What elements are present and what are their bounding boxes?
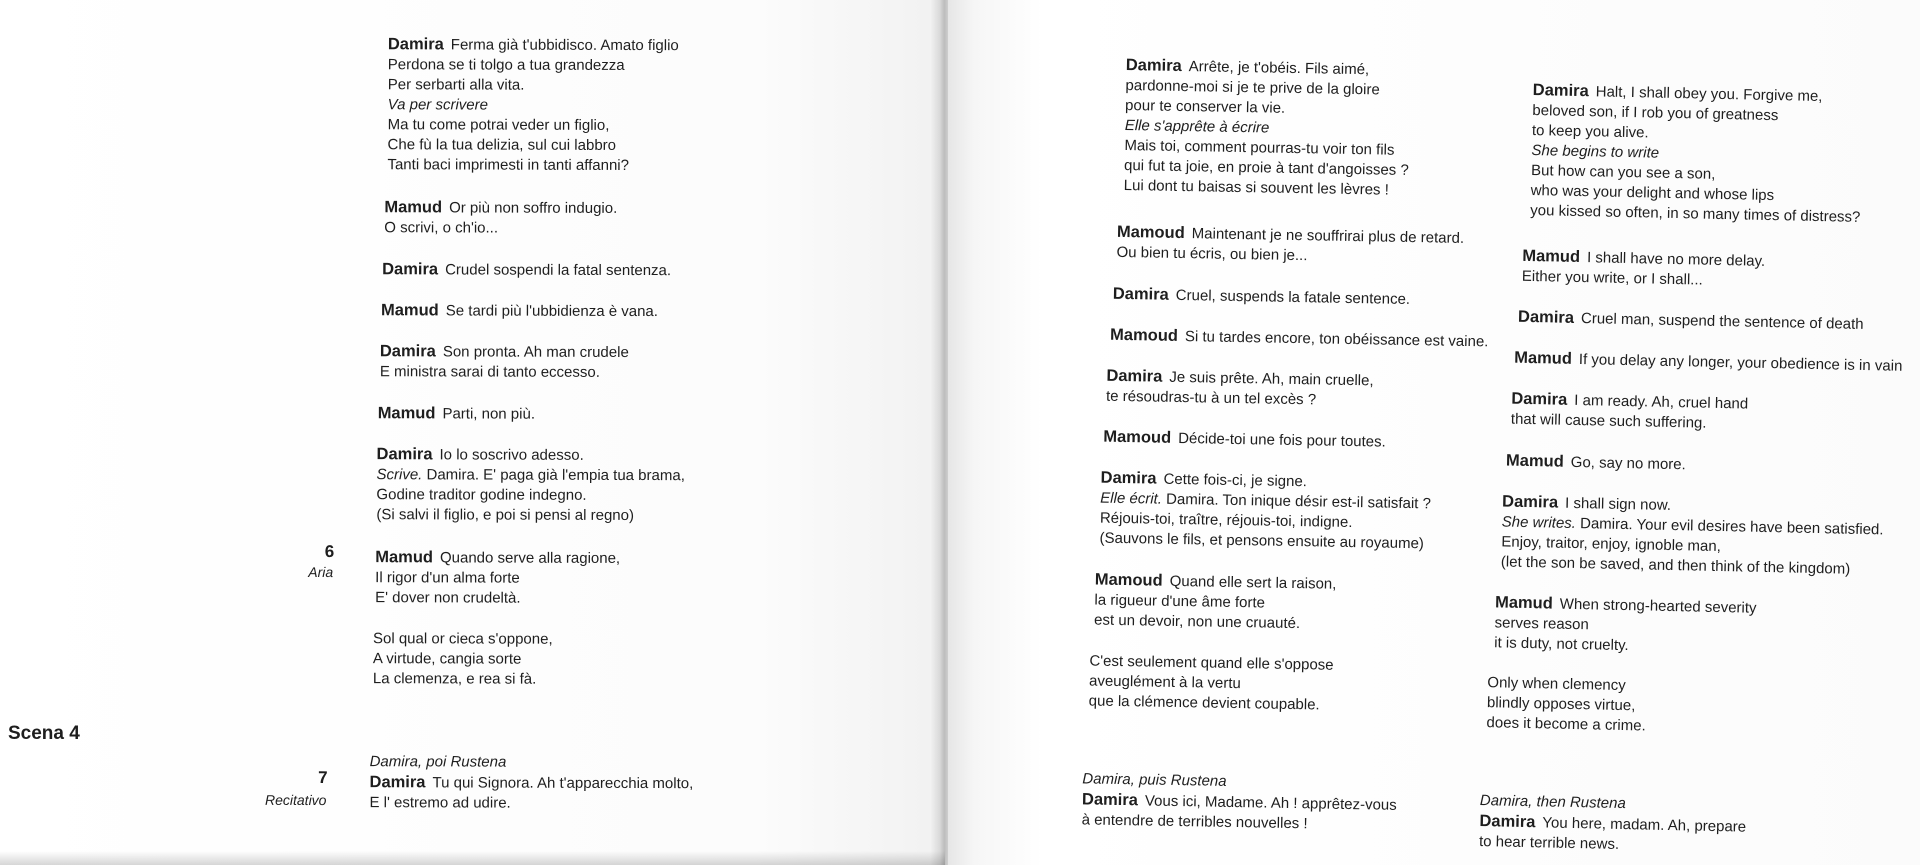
verse-line: La clemenza, e rea si fà.	[372, 670, 537, 688]
speaker-name: Damira	[387, 35, 444, 54]
verse-line: Che fù la tua delizia, sul cui labbro	[387, 136, 617, 154]
speaker-name: Mamud	[377, 404, 436, 423]
speaker-name: Damira	[1511, 389, 1568, 409]
it-damira-speech-3	[380, 341, 629, 383]
verse-line: that will cause such suffering.	[1510, 410, 1707, 432]
it-damira-speech-2	[382, 259, 671, 281]
verse-line: Either you write, or I shall...	[1521, 267, 1703, 289]
stage-direction: Scrive.	[376, 466, 423, 484]
speaker-name: Mamoud	[1103, 427, 1172, 447]
verse-line: Ma tu come potrai veder un figlio,	[387, 116, 610, 134]
number-marker: 6	[324, 542, 335, 562]
scene-heading: Scena 4	[8, 723, 80, 744]
verse-line: you kissed so often, in so many times of distress?	[1530, 201, 1861, 226]
it-damira-speech-4	[376, 444, 685, 526]
verse-line: Cette fois-ci, je signe.	[1163, 470, 1308, 491]
stage-direction: Va per scrivere	[387, 96, 489, 114]
verse-line: E' dover non crudeltà.	[375, 589, 521, 607]
verse-line: aveuglément à la vertu	[1088, 672, 1241, 693]
verse-line: Sol qual or cieca s'oppone,	[372, 630, 553, 648]
verse-line: it is duty, not cruelty.	[1494, 634, 1629, 655]
speaker-name: Mamud	[1522, 246, 1581, 267]
verse-line: Only when clemency	[1487, 674, 1626, 695]
speaker-name: Mamud	[1505, 451, 1564, 471]
speaker-name: Mamoud	[1109, 325, 1179, 345]
section-label: Recitativo	[264, 791, 327, 809]
stage-direction: Elle écrit.	[1100, 489, 1163, 508]
speaker-name: Damira	[1106, 366, 1163, 386]
verse-line: Son pronta. Ah man crudele	[442, 343, 629, 361]
it-mamud-speech-2	[381, 300, 658, 322]
verse-line: When strong-hearted severity	[1559, 595, 1757, 617]
verse-line: Se tardi più l'ubbidienza è vana.	[445, 302, 658, 321]
verse-line: Il rigor d'un alma forte	[375, 569, 520, 587]
stage-direction: Elle s'apprête à écrire	[1124, 116, 1270, 137]
verse-line: Per serbarti alla vita.	[387, 76, 525, 94]
verse-line: If you delay any longer, your obedience is in vain	[1578, 351, 1903, 375]
speaker-name: Mamoud	[1116, 222, 1185, 243]
speaker-name: Damira	[1125, 55, 1182, 75]
verse-line: does it become a crime.	[1486, 714, 1646, 735]
verse-line: est un devoir, non une cruauté.	[1093, 611, 1301, 633]
verse-line: You here, madam. Ah, prepare	[1542, 814, 1747, 836]
verse-line: (Sauvons le fils, et pensons ensuite au royaume)	[1099, 529, 1425, 553]
en-damira-speech-3	[1511, 389, 1749, 435]
verse-line: Je suis prête. Ah, main cruelle,	[1169, 368, 1374, 390]
verse-line: who was your delight and whose lips	[1530, 181, 1775, 205]
verse-line: (let the son be saved, and then think of the kingdom)	[1500, 553, 1851, 578]
verse-line: à entendre de terribles nouvelles !	[1081, 811, 1308, 833]
verse-line: to keep you alive.	[1531, 121, 1649, 142]
verse-line: Si tu tardes encore, ton obéissance est vaine.	[1184, 328, 1489, 351]
verse-line: Décide-toi une fois pour toutes.	[1178, 429, 1386, 451]
speaker-name: Damira	[1501, 492, 1559, 512]
verse-line: O scrivi, o ch'io...	[384, 219, 499, 237]
verse-line: qui fut ta joie, en proie à tant d'angoisses ?	[1123, 156, 1409, 179]
speaker-name: Mamoud	[1094, 570, 1163, 590]
speaker-name: Damira	[369, 773, 426, 792]
verse-line: Or più non soffro indugio.	[449, 199, 618, 217]
speaker-name: Mamud	[1513, 348, 1573, 368]
en-damira-speech-4	[1501, 491, 1884, 580]
speaker-name: Mamud	[384, 198, 443, 217]
verse-line: Vous ici, Madame. Ah ! apprêtez-vous	[1144, 792, 1397, 814]
verse-line: Lui dont tu baisas si souvent les lèvres !	[1123, 176, 1389, 199]
speaker-name: Damira	[1081, 790, 1139, 810]
speaker-name: Damira	[1112, 284, 1169, 304]
verse-line: Crudel sospendi la fatal sentenza.	[445, 261, 672, 280]
verse-line: Cruel, suspends la fatale sentence.	[1175, 286, 1411, 308]
speaker-name: Damira	[376, 445, 433, 464]
verse-line: Quando serve alla ragione,	[439, 549, 621, 567]
verse-line: Arrête, je t'obéis. Fils aimé,	[1188, 58, 1370, 79]
verse-line: E ministra sarai di tanto eccesso.	[379, 363, 600, 381]
verse-line: Réjouis-toi, traître, réjouis-toi, indigne.	[1099, 509, 1353, 532]
it-damira-speech-1	[387, 34, 678, 176]
speaker-name: Damira	[379, 342, 436, 361]
speaker-name: Damira	[1479, 812, 1536, 832]
speaker-name: Damira	[1517, 307, 1575, 327]
it-damira-speech-5	[369, 752, 693, 814]
en-damira-speech-1	[1530, 80, 1863, 228]
speaker-name: Damira	[382, 260, 439, 279]
section-label: Aria	[308, 563, 334, 581]
verse-line: (Si salvi il figlio, e poi si pensi al regno)	[376, 506, 635, 524]
verse-line: Io lo soscrivo adesso.	[439, 446, 584, 464]
verse-line: blindly opposes virtue,	[1486, 694, 1636, 715]
fr-aria-verse-2	[1089, 651, 1334, 715]
verse-line: Halt, I shall obey you. Forgive me,	[1595, 83, 1823, 106]
en-mamud-speech-3	[1506, 451, 1686, 476]
it-mamud-aria	[375, 547, 620, 609]
it-aria-verse-2	[373, 629, 553, 690]
stage-direction: Damira, puis Rustena	[1082, 770, 1227, 790]
verse-line: Go, say no more.	[1570, 453, 1686, 474]
en-mamud-aria	[1494, 592, 1757, 658]
verse-line: Ou bien tu écris, ou bien je...	[1116, 243, 1308, 265]
verse-line: Ferma già t'ubbidisco. Amato figlio	[450, 36, 679, 55]
verse-line: te résoudras-tu à un tel excès ?	[1105, 387, 1317, 409]
verse-line: pardonne-moi si je te prive de la gloire	[1125, 76, 1380, 99]
verse-line: pour te conserver la vie.	[1124, 96, 1286, 117]
stage-direction: She begins to write	[1531, 141, 1660, 162]
verse-line: A virtude, cangia sorte	[372, 650, 522, 668]
number-marker: 7	[318, 768, 328, 788]
verse-line: I shall have no more delay.	[1586, 249, 1766, 270]
fr-damira-speech-5	[1081, 769, 1397, 835]
en-aria-verse-2	[1486, 673, 1646, 736]
verse-line: Damira. Ton inique désir est-il satisfait ?	[1161, 490, 1432, 513]
en-damira-speech-5	[1479, 791, 1747, 858]
verse-line: Enjoy, traitor, enjoy, ignoble man,	[1501, 533, 1722, 556]
fr-damira-speech-4	[1099, 468, 1431, 555]
verse-line: Godine traditor godine indegno.	[376, 486, 587, 504]
verse-line: Quand elle sert la raison,	[1169, 572, 1337, 593]
verse-line: I shall sign now.	[1564, 494, 1672, 514]
speaker-name: Mamud	[380, 301, 439, 320]
verse-line: Damira. Your evil desires have been satisfied.	[1575, 514, 1884, 539]
stage-direction: Damira, poi Rustena	[369, 753, 507, 771]
verse-line: Tanti baci imprimesti in tanti affanni?	[387, 156, 630, 174]
verse-line: Perdona se ti tolgo a tua grandezza	[387, 56, 625, 74]
speaker-name: Damira	[1100, 468, 1157, 488]
verse-line: beloved son, if I rob you of greatness	[1532, 101, 1779, 125]
page-shadow	[0, 851, 945, 865]
verse-line: E l' estremo ad udire.	[369, 794, 511, 812]
verse-line: But how can you see a son,	[1530, 161, 1716, 183]
verse-line: Mais toi, comment pourras-tu voir ton fils	[1124, 136, 1395, 159]
stage-direction: She writes.	[1501, 513, 1577, 532]
fr-damira-speech-1	[1124, 55, 1411, 201]
it-mamud-speech-3	[378, 403, 535, 424]
verse-line: la rigueur d'une âme forte	[1094, 591, 1266, 612]
en-mamud-speech-1	[1522, 246, 1766, 292]
speaker-name: Mamud	[1494, 593, 1553, 613]
fr-mamoud-aria	[1094, 570, 1337, 635]
stage-direction: Damira, then Rustena	[1479, 792, 1626, 813]
speaker-name: Damira	[1532, 80, 1589, 101]
verse-line: to hear terrible news.	[1478, 833, 1620, 853]
fr-damira-speech-3	[1106, 366, 1374, 412]
verse-line: Damira. E' paga già l'empia tua brama,	[422, 466, 685, 485]
verse-line: I am ready. Ah, cruel hand	[1574, 391, 1749, 413]
verse-line: Maintenant je ne souffrirai plus de retard.	[1191, 225, 1465, 247]
fr-mamoud-speech-1	[1116, 222, 1464, 269]
speaker-name: Mamud	[375, 548, 434, 567]
verse-line: Parti, non più.	[442, 405, 536, 423]
verse-line: Cruel man, suspend the sentence of death	[1580, 310, 1864, 333]
verse-line: Tu qui Signora. Ah t'apparecchia molto,	[432, 774, 694, 793]
verse-line: serves reason	[1494, 614, 1589, 634]
it-mamud-speech-1	[384, 197, 617, 239]
verse-line: C'est seulement quand elle s'oppose	[1089, 652, 1334, 674]
book-gutter	[930, 0, 948, 865]
verse-line: que la clémence devient coupable.	[1088, 692, 1320, 714]
